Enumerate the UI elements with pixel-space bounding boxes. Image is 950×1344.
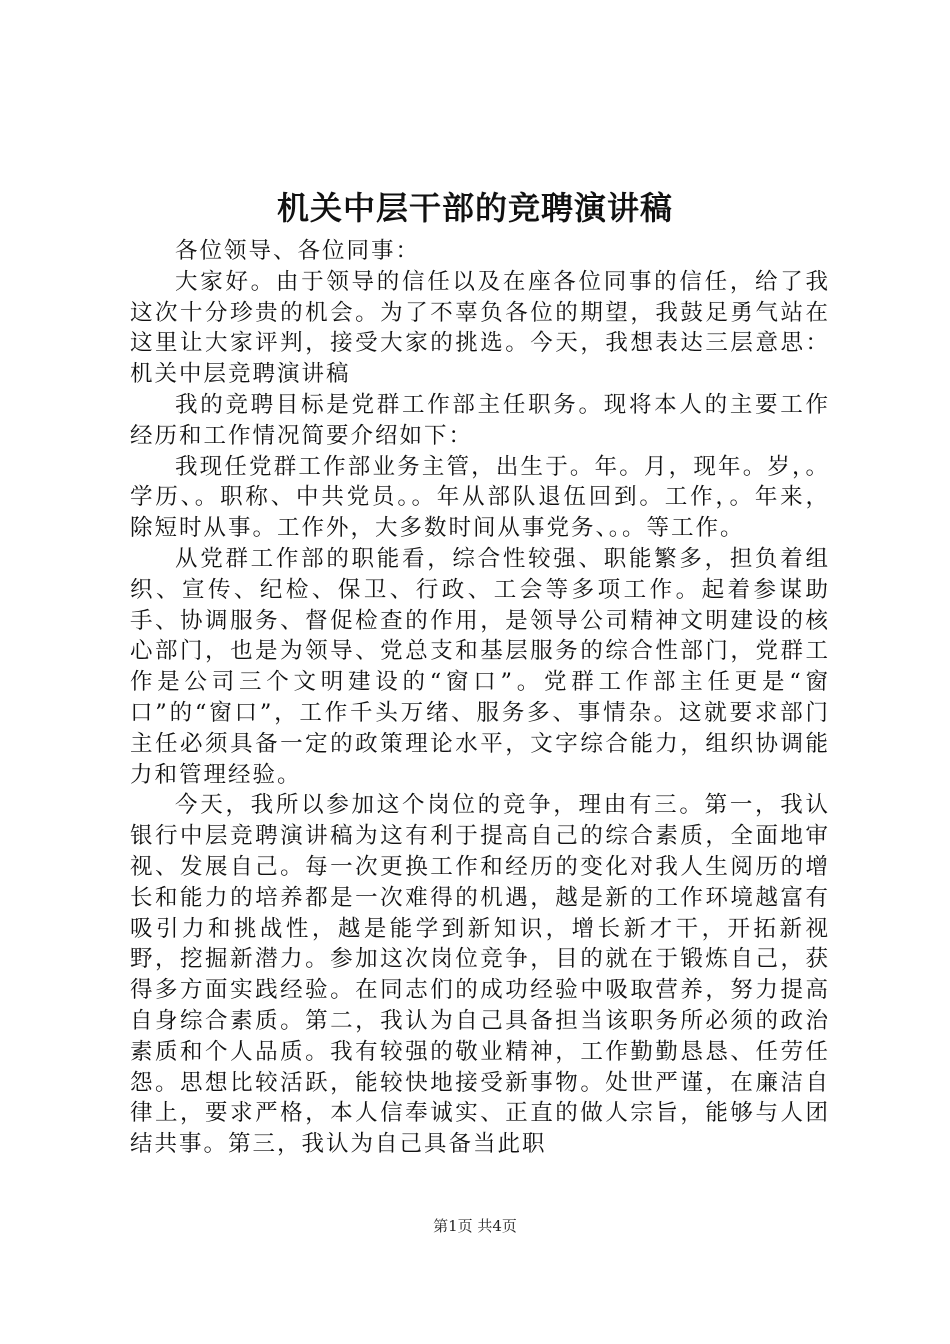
salutation-paragraph: 各位领导、各位同事： (175, 238, 421, 264)
body-paragraph: 大家好。由于领导的信任以及在座各位同事的信任，给了我这次十分珍贵的机会。为了不辜负各位的期望，我鼓足勇气站在这里让大家评判，接受大家的挑选。今天，我想表达三层意思：机关中层竞聘演讲稿 (130, 268, 830, 388)
body-paragraph: 从党群工作部的职能看，综合性较强、职能繁多，担负着组织、宣传、纪检、保卫、行政、工会等多项工作。起着参谋助手、协调服务、督促检查的作用，是领导公司精神文明建设的核心部门，也是为领导、党总支和基层服务的综合性部门，党群工作是公司三个文明建设的“窗口”。党群工作部主任更是“窗口”的“窗口”，工作千头万绪、服务多、事情杂。这就要求部门主任必须具备一定的政策理论水平，文字综合能力，组织协调能力和管理经验。 (130, 545, 830, 788)
body-paragraph: 我的竞聘目标是党群工作部主任职务。现将本人的主要工作经历和工作情况简要介绍如下： (130, 391, 830, 449)
document-title: 机关中层干部的竞聘演讲稿 (276, 189, 673, 227)
body-paragraph: 今天，我所以参加这个岗位的竞争，理由有三。第一，我认银行中层竞聘演讲稿为这有利于提高自己的综合素质，全面地审视、发展自己。每一次更换工作和经历的变化对我人生阅历的增长和能力的培养都是一次难得的机遇，越是新的工作环境越富有吸引力和挑战性，越是能学到新知识，增长新才干，开拓新视野，挖掘新潜力。参加这次岗位竞争，目的就在于锻炼自己，获得多方面实践经验。在同志们的成功经验中吸取营养，努力提高自身综合素质。第二，我认为自己具备担当该职务所必须的政治素质和个人品质。我有较强的敬业精神，工作勤勤恳恳、任劳任怨。思想比较活跃，能较快地接受新事物。处世严谨，在廉洁自律上，要求严格，本人信奉诚实、正直的做人宗旨，能够与人团结共事。第三，我认为自己具备当此职 (130, 792, 830, 1158)
document-body (130, 236, 830, 1160)
body-paragraph: 我现任党群工作部业务主管，出生于。年。月，现年。岁，。学历、。职称、中共党员。。年从部队退伍回到。工作，。年来，除短时从事。工作外，大多数时间从事党务、。。等工作。 (130, 453, 830, 542)
page-number-footer: 第1页 共4页 (433, 1217, 517, 1235)
